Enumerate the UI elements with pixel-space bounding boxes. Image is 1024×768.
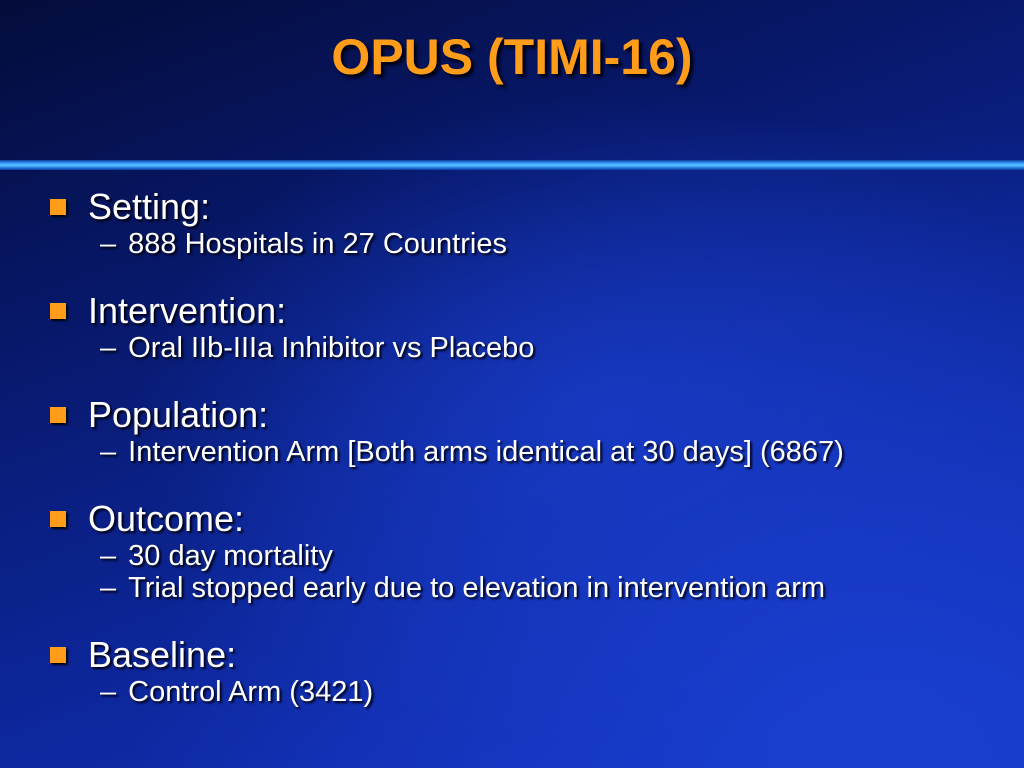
bullet-heading: Population:: [88, 394, 269, 435]
bullet-item-baseline: [50, 634, 1010, 708]
sub-bullet-text: Intervention Arm [Both arms identical at 30 days] (6867): [128, 436, 844, 468]
dash-icon: –: [100, 676, 117, 708]
bullet-item-setting: [50, 186, 1010, 260]
bullet-heading: Baseline:: [88, 634, 237, 675]
bullet-heading: Outcome:: [88, 498, 245, 539]
bullet-heading: Intervention:: [88, 290, 287, 331]
sub-bullet-text: Oral IIb-IIIa Inhibitor vs Placebo: [128, 332, 535, 364]
dash-icon: –: [100, 540, 117, 572]
sub-bullet: [50, 228, 1010, 260]
slide-title: OPUS (TIMI-16): [331, 29, 693, 85]
sub-bullet: [50, 572, 1010, 604]
square-bullet-icon: [50, 199, 66, 215]
dash-icon: –: [100, 228, 117, 260]
bullet-heading: Setting:: [88, 186, 211, 227]
bullet-item-outcome: [50, 498, 1010, 604]
square-bullet-icon: [50, 303, 66, 319]
dash-icon: –: [100, 332, 117, 364]
square-bullet-icon: [50, 407, 66, 423]
sub-bullet-text: Trial stopped early due to elevation in intervention arm: [128, 572, 826, 604]
title-divider: [0, 160, 1024, 170]
dash-icon: –: [100, 436, 117, 468]
sub-bullet-text: 30 day mortality: [128, 540, 333, 572]
sub-bullet: [50, 436, 1010, 468]
bullet-list: [50, 186, 1010, 708]
bullet-item-population: [50, 394, 1010, 468]
sub-bullet-text: Control Arm (3421): [128, 676, 374, 708]
sub-bullet: [50, 540, 1010, 572]
sub-bullet: [50, 332, 1010, 364]
dash-icon: –: [100, 572, 117, 604]
bullet-item-intervention: [50, 290, 1010, 364]
sub-bullet-text: 888 Hospitals in 27 Countries: [128, 228, 507, 260]
square-bullet-icon: [50, 511, 66, 527]
square-bullet-icon: [50, 647, 66, 663]
sub-bullet: [50, 676, 1010, 708]
